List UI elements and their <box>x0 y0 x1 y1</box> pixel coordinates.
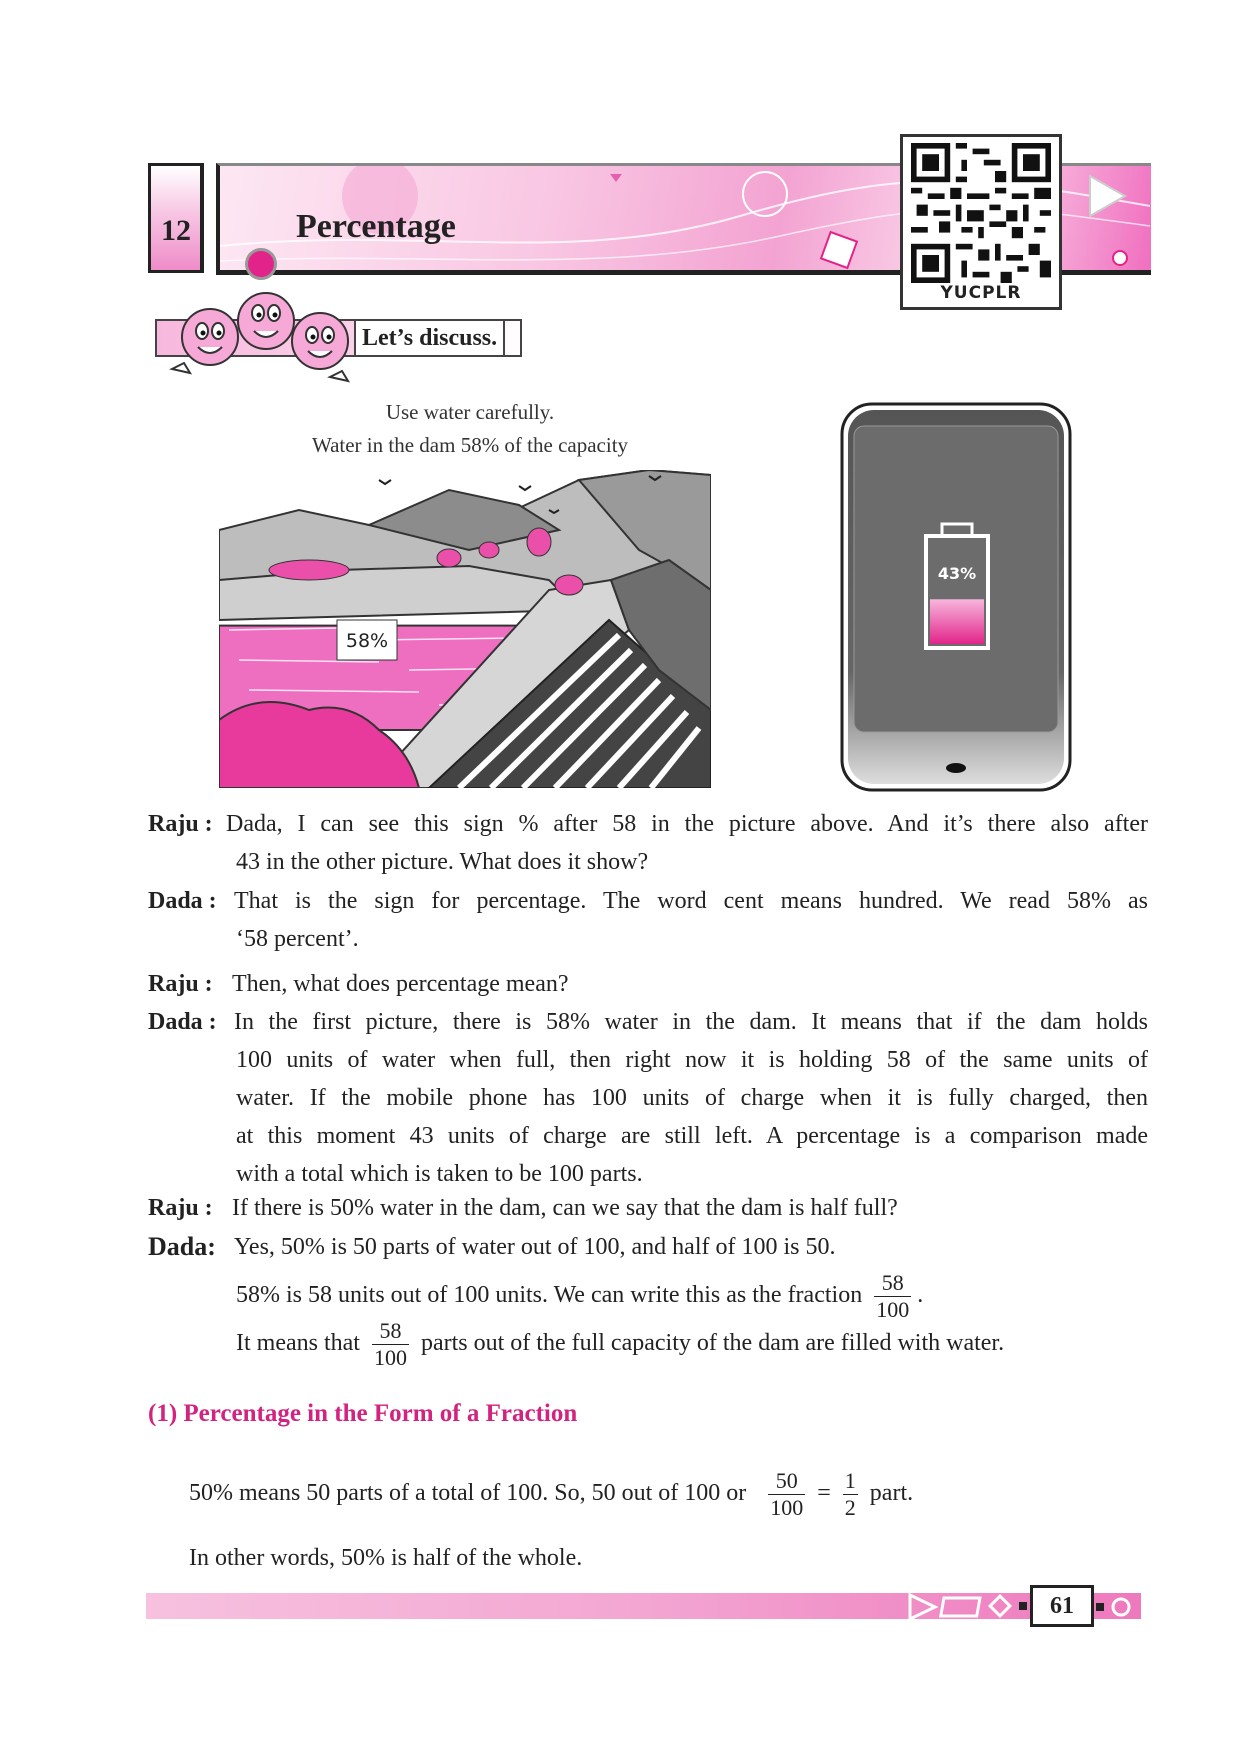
dialogue-line: with a total which is taken to be 100 parts. <box>236 1161 643 1187</box>
chapter-title: Percentage <box>296 208 456 245</box>
fraction-text: parts out of the full capacity of the dam are filled with water. <box>420 1330 1005 1357</box>
fraction-text: It means that <box>236 1330 360 1357</box>
dialogue-line: at this moment 43 units of charge are still left. A percentage is a comparison made <box>236 1123 1148 1149</box>
footer-end-icon <box>1096 1596 1136 1618</box>
page-number: 61 <box>1030 1585 1094 1627</box>
chapter-number: 12 <box>161 214 191 247</box>
dialogue-line: Then, what does percentage mean? <box>232 971 569 997</box>
speaker-label: Dada : <box>148 888 217 914</box>
dialogue-dada-2 <box>148 1003 1148 1193</box>
dialogue-raju-1 <box>148 805 1148 881</box>
fraction-58-100 <box>372 1318 409 1371</box>
speaker-label: Raju : <box>148 971 213 997</box>
lets-discuss-label: Let’s discuss. <box>354 321 505 355</box>
fraction-numerator: 58 <box>874 1270 911 1297</box>
dialogue-line: 100 units of water when full, then right now it is holding 58 of the same units of <box>236 1047 1148 1073</box>
dam-level-label: 58% <box>345 630 389 652</box>
dialogue-line: That is the sign for percentage. The word cent means hundred. We read 58% as <box>234 888 1148 914</box>
fraction-1-2 <box>843 1468 858 1521</box>
fraction-end: . <box>917 1282 924 1309</box>
fraction-numerator: 50 <box>768 1468 805 1495</box>
title-bullet-icon <box>245 248 277 280</box>
speaker-label: Raju : <box>148 1195 213 1221</box>
fraction-denominator: 2 <box>844 1495 856 1520</box>
dialogue-line: In the first picture, there is 58% water in the dam. It means that if the dam holds <box>234 1009 1148 1035</box>
speaker-label: Raju : <box>148 811 213 837</box>
dialogue-line: 43 in the other picture. What does it show? <box>236 849 649 875</box>
fraction-line-1 <box>236 1270 1136 1323</box>
section-line-2: In other words, 50% is half of the whole. <box>189 1545 583 1571</box>
section-text: 50% means 50 parts of a total of 100. So, 50 out of 100 or <box>189 1480 747 1507</box>
dialogue-line: Dada, I can see this sign % after 58 in the picture above. And it’s there also after <box>226 811 1148 837</box>
dialogue-dada-1 <box>148 882 1148 958</box>
section-text-end: part. <box>869 1480 914 1507</box>
smiley-faces-icon <box>158 285 358 393</box>
speaker-label: Dada : <box>148 1009 217 1035</box>
dialogue-line: ‘58 percent’. <box>236 926 359 952</box>
battery-charge-fill <box>930 599 984 644</box>
dialogue-line: water. If the mobile phone has 100 units of charge when it is fully charged, then <box>236 1085 1148 1111</box>
fraction-denominator: 100 <box>876 1297 910 1322</box>
fraction-denominator: 100 <box>373 1345 407 1370</box>
speaker-label: Dada: <box>148 1232 216 1261</box>
qr-code-box[interactable] <box>900 134 1062 310</box>
section-line-1 <box>189 1468 1089 1521</box>
fraction-text: 58% is 58 units out of 100 units. We can write this as the fraction <box>236 1282 863 1309</box>
qr-code-label: YUCPLR <box>940 283 1022 303</box>
dam-caption-line1: Use water carefully. <box>385 400 555 424</box>
equals-sign: = <box>817 1480 831 1507</box>
dam-illustration <box>219 470 711 788</box>
dam-caption-line2: Water in the dam 58% of the capacity <box>311 433 629 457</box>
dialogue-raju-3 <box>148 1189 1148 1227</box>
fraction-denominator: 100 <box>770 1495 804 1520</box>
dialogue-line: If there is 50% water in the dam, can we say that the dam is half full? <box>232 1195 898 1221</box>
battery-label: 43% <box>937 564 977 583</box>
fraction-numerator: 1 <box>844 1468 856 1493</box>
fraction-50-100 <box>768 1468 805 1521</box>
section-heading: (1) Percentage in the Form of a Fraction <box>148 1400 578 1427</box>
footer-shapes-icon <box>905 1592 1030 1622</box>
dialogue-raju-2 <box>148 965 1148 1003</box>
dialogue-line: Yes, 50% is 50 parts of water out of 100, and half of 100 is 50. <box>234 1234 836 1260</box>
fraction-line-2 <box>236 1318 1156 1371</box>
fraction-58-100 <box>874 1270 911 1323</box>
phone-illustration <box>840 402 1072 792</box>
qr-code-icon <box>911 143 1051 283</box>
dialogue-dada-3 <box>148 1228 1148 1266</box>
fraction-numerator: 58 <box>372 1318 409 1345</box>
